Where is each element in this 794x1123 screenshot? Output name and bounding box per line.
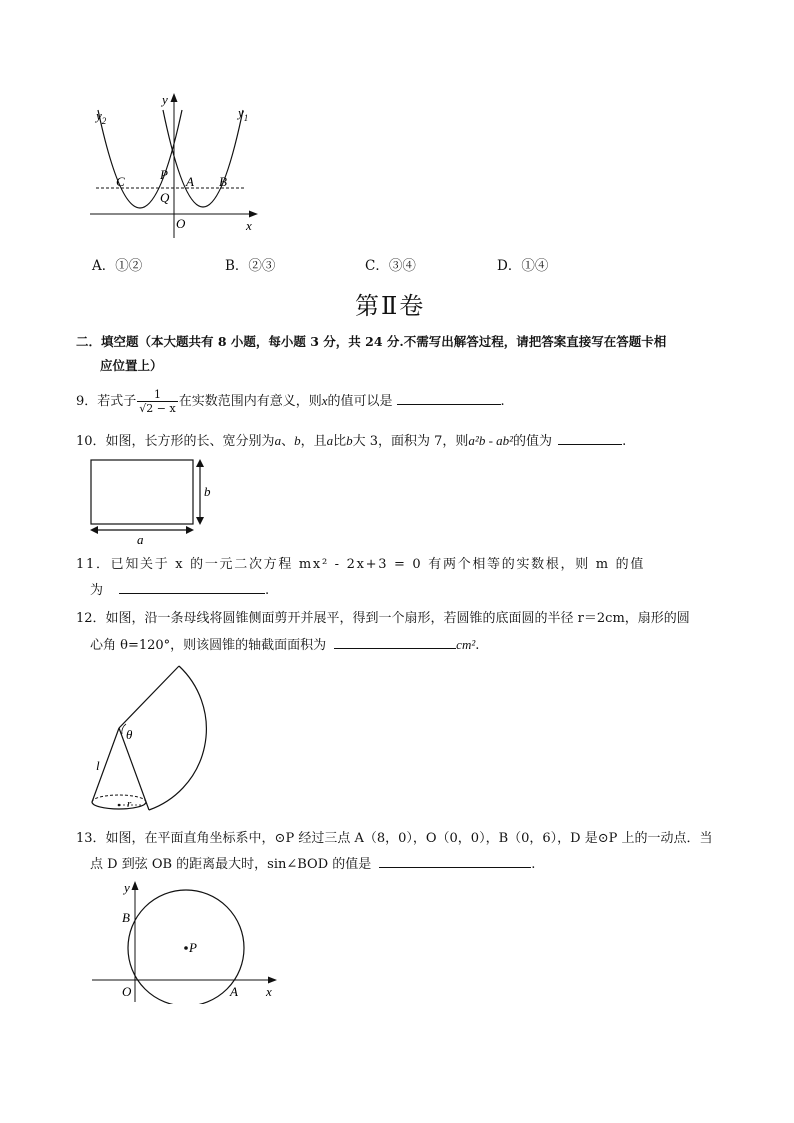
answer-blank-13[interactable]: [379, 853, 531, 868]
answer-blank-12[interactable]: [334, 634, 456, 649]
parabola-figure: [88, 90, 268, 240]
choice-a[interactable]: A．①②: [92, 258, 143, 274]
fig1-label-Q: Q: [160, 190, 170, 205]
circle-label-x: x: [266, 984, 272, 999]
question-12-line2: 心角 θ=120°，则该圆锥的轴截面面积为 cm².: [76, 632, 690, 659]
circle-label-y: y: [124, 880, 130, 895]
fig1-label-y2: $y_2$: [96, 108, 107, 126]
circle-label-A: A: [230, 984, 238, 999]
part-title: 第Ⅱ卷: [355, 292, 426, 320]
fig1-label-P: P: [160, 167, 168, 182]
answer-blank-10[interactable]: [558, 430, 622, 445]
fig1-label-B: B: [219, 174, 227, 189]
fig1-label-O: O: [176, 216, 186, 231]
circle-label-B: B: [122, 910, 130, 925]
question-13-line2: 点 D 到弦 OB 的距离最大时，sin∠BOD 的值是 .: [76, 852, 713, 878]
question-11: [76, 552, 645, 604]
fig1-label-A: A: [186, 174, 194, 189]
rectangle-figure: [88, 456, 218, 548]
choice-c[interactable]: C．③④: [365, 258, 416, 274]
fig1-label-C: C: [116, 174, 125, 189]
rect-label-a: a: [137, 532, 144, 547]
section-header: [76, 330, 736, 378]
fig1-label-y1: $y_1$: [238, 105, 249, 123]
question-13: [76, 826, 713, 878]
choice-b[interactable]: B．②③: [225, 258, 276, 274]
answer-blank-9[interactable]: [397, 390, 501, 405]
question-11-line1: 11．已知关于 x 的一元二次方程 mx² - 2x+3 = 0 有两个相等的实数根，则 m 的值: [76, 557, 646, 572]
cone-label-l: l: [96, 758, 100, 773]
fig1-label-y: y: [162, 92, 168, 107]
cone-label-r: r: [127, 798, 132, 810]
circle-label-O: O: [122, 984, 132, 999]
circle-label-P: P: [189, 940, 197, 955]
question-10: 10．如图，长方形的长、宽分别为a、b，且a比b大 3，面积为 7，则a²b - ab²的值为 .: [76, 428, 626, 455]
fraction: $\frac{1}{√2 - x}$: [139, 388, 176, 415]
fig1-label-x: x: [246, 218, 252, 233]
circle-coordinate-figure: [90, 876, 286, 1004]
choice-d[interactable]: D．①④: [497, 258, 549, 274]
section-header-line2: 应位置上）: [100, 358, 163, 373]
answer-blank-11[interactable]: [119, 579, 265, 594]
question-12: [76, 606, 690, 659]
question-13-line1: 13．如图，在平面直角坐标系中，⊙P 经过三点 A（8，0），O（0，0），B（0，6），D 是⊙P 上的一动点．当: [76, 831, 713, 846]
cone-sector-figure: [86, 662, 216, 820]
question-11-line2: 为 .: [76, 578, 645, 604]
question-12-line1: 12．如图，沿一条母线将圆锥侧面剪开并展平，得到一个扇形，若圆锥的底面圆的半径 r＝2cm，扇形的圆: [76, 611, 690, 626]
cone-label-theta: θ: [126, 727, 133, 742]
question-9: 9．若式子 $\frac{1}{√2 - x}$ 在实数范围内有意义，则x的值可以是 .: [76, 388, 505, 415]
section-header-line1: 二．填空题（本大题共有 8 小题，每小题 3 分，共 24 分.不需写出解答过程，请把答案直接写在答题卡相: [76, 334, 667, 349]
rect-label-b: b: [204, 484, 211, 499]
